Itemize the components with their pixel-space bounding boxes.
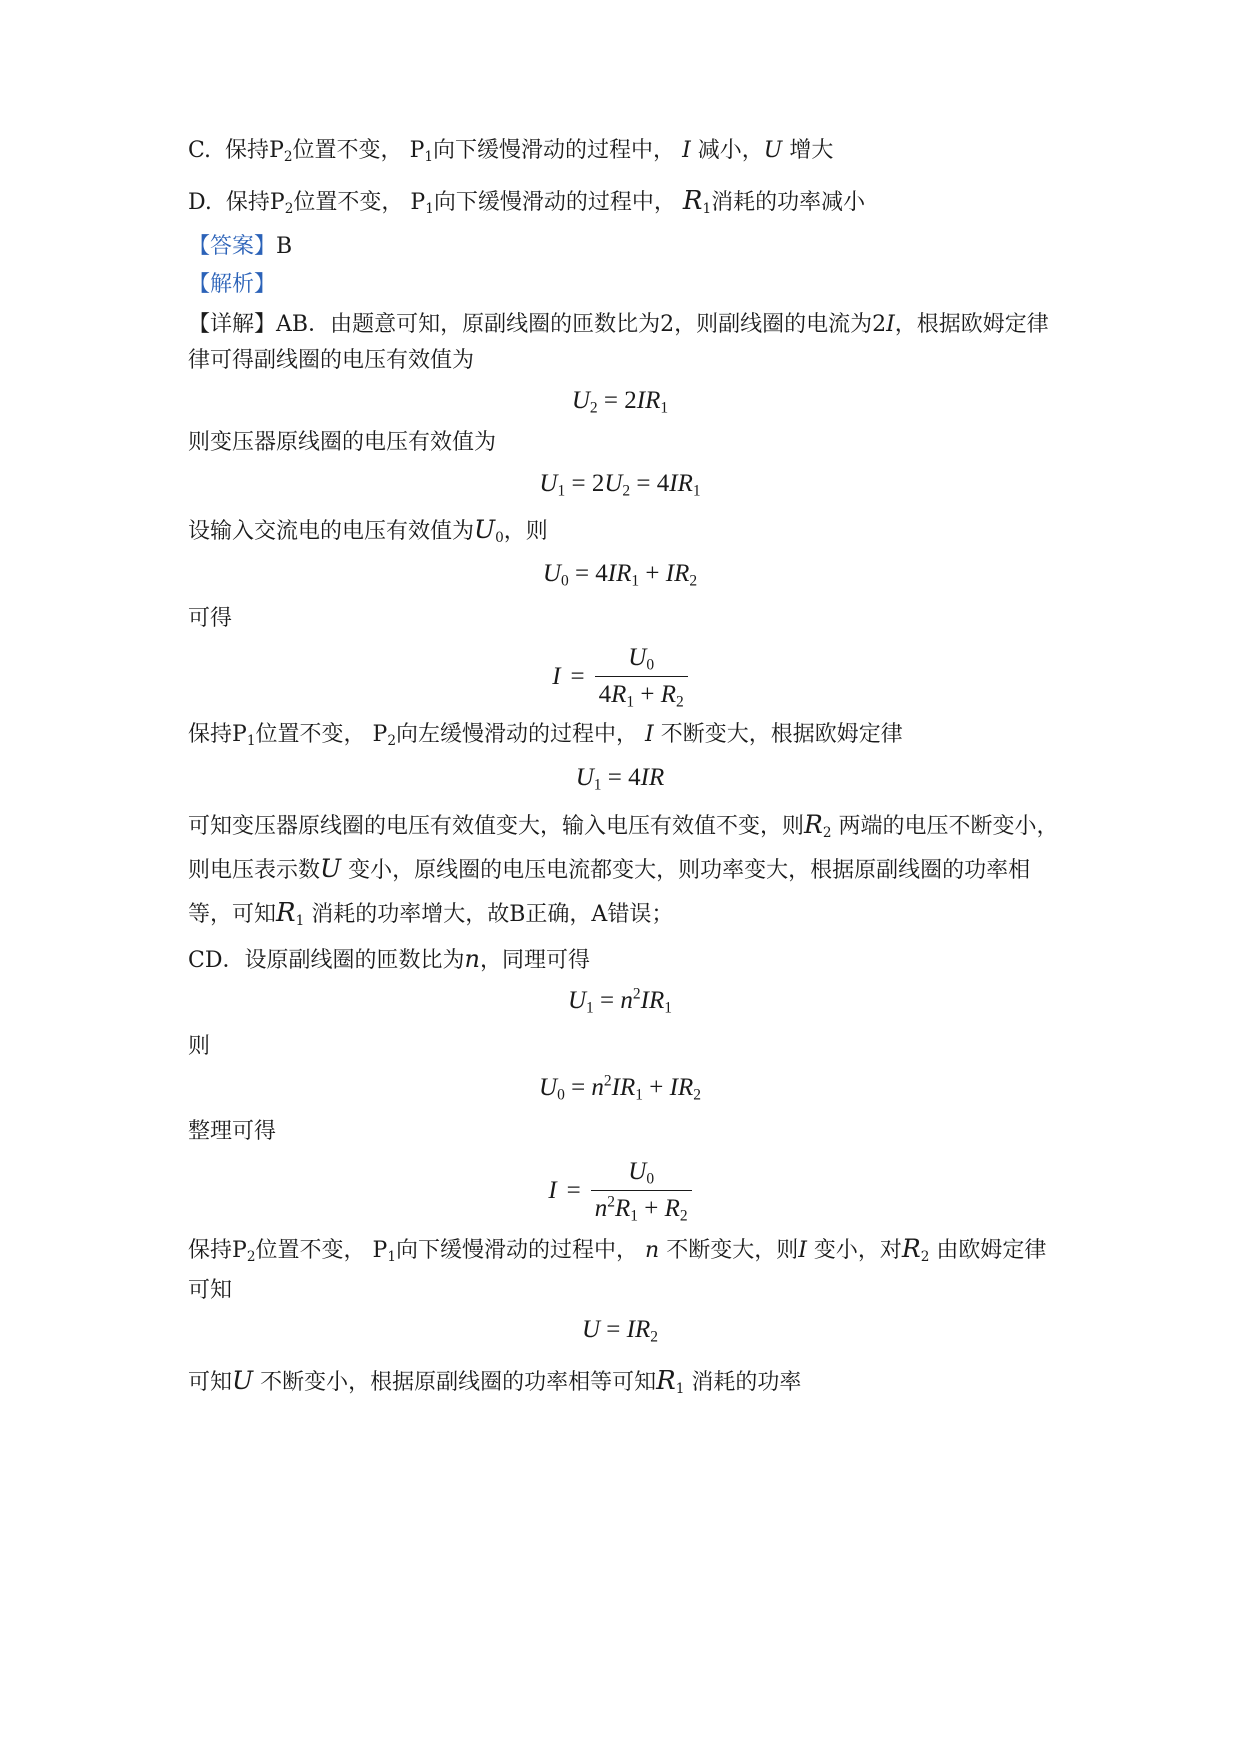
- equation-u0-n2: $U_0 = n^2IR_1 + IR_2$: [539, 1072, 701, 1104]
- detail-line-15: 可知U 不断变小，根据原副线圈的功率相等可知$R_1$ 消耗的功率: [188, 1366, 802, 1398]
- detail-line-3: 则变压器原线圈的电压有效值为: [188, 430, 497, 455]
- equation-u1-n2: $U_1 = n^2IR_1$: [567, 985, 673, 1017]
- option-d: D. 保持$P_2$位置不变， $P_1$向下缓慢滑动的过程中， $R_1$消耗的功率减小: [188, 186, 866, 218]
- option-label: D.: [188, 190, 212, 215]
- analysis-line: [188, 270, 276, 300]
- detail-line-11: 则: [188, 1034, 211, 1059]
- answer-value: B: [276, 234, 293, 259]
- detail-line-2: 律可得副线圈的电压有效值为: [188, 348, 475, 373]
- detail-line-9: 等，可知$R_1$ 消耗的功率增大，故B正确，A错误；: [188, 898, 674, 930]
- equation-u0: $U_0 = 4IR_1 + IR_2$: [542, 560, 698, 590]
- answer-tag: 【答案】: [188, 234, 277, 259]
- option-c: C. 保持$P_2$位置不变， $P_1$向下缓慢滑动的过程中， I 减小，U 增大: [188, 138, 834, 166]
- fraction: $\frac{U_0}{4R_1 + R_2}$: [595, 642, 688, 711]
- detail-line-4: 设输入交流电的电压有效值为$U_0$，则: [188, 515, 548, 547]
- detail-line-13: 保持$P_2$位置不变， $P_1$向下缓慢滑动的过程中， n 不断变大，则I 变小，对$R_2$ 由欧姆定律: [188, 1234, 1047, 1266]
- detail-line-8: 则电压表示数U 变小，原线圈的电压电流都变大，则功率变大，根据原副线圈的功率相: [188, 854, 1031, 883]
- detail-line-12: 整理可得: [188, 1119, 277, 1144]
- detail-line-10: CD．设原副线圈的匝数比为n，同理可得: [188, 945, 590, 973]
- detail-line-6: 保持$P_1$位置不变， $P_2$向左缓慢滑动的过程中， I 不断变大，根据欧姆定律: [188, 722, 903, 750]
- equation-u1-4ir: $U_1 = 4IR$: [575, 764, 665, 794]
- fraction: $\frac{U_0}{n^2R_1 + R_2}$: [591, 1156, 692, 1225]
- equation-u-ir2: $U = IR_2$: [581, 1316, 659, 1346]
- equation-u1: $U_1 = 2U_2 = 4IR_1$: [539, 470, 701, 500]
- answer-line: [188, 232, 292, 262]
- equation-u2: $U_2 = 2IR_1$: [571, 387, 669, 417]
- detail-line-14: 可知: [188, 1278, 233, 1303]
- detail-line-1: 【详解】AB．由题意可知，原副线圈的匝数比为2，则副线圈的电流为2I，根据欧姆定律: [188, 312, 1049, 337]
- detail-line-7: 可知变压器原线圈的电压有效值变大，输入电压有效值不变，则$R_2$ 两端的电压不断变小，: [188, 810, 1059, 842]
- analysis-tag: 【解析】: [188, 272, 277, 297]
- detail-tag: 【详解】: [188, 312, 277, 337]
- equation-i-fraction-2: I = $\frac{U_0}{n^2R_1 + R_2}$: [0, 1156, 1240, 1225]
- detail-line-5: 可得: [188, 606, 233, 631]
- option-label: C.: [188, 138, 212, 163]
- equation-i-fraction-1: I = $\frac{U_0}{4R_1 + R_2}$: [0, 642, 1240, 711]
